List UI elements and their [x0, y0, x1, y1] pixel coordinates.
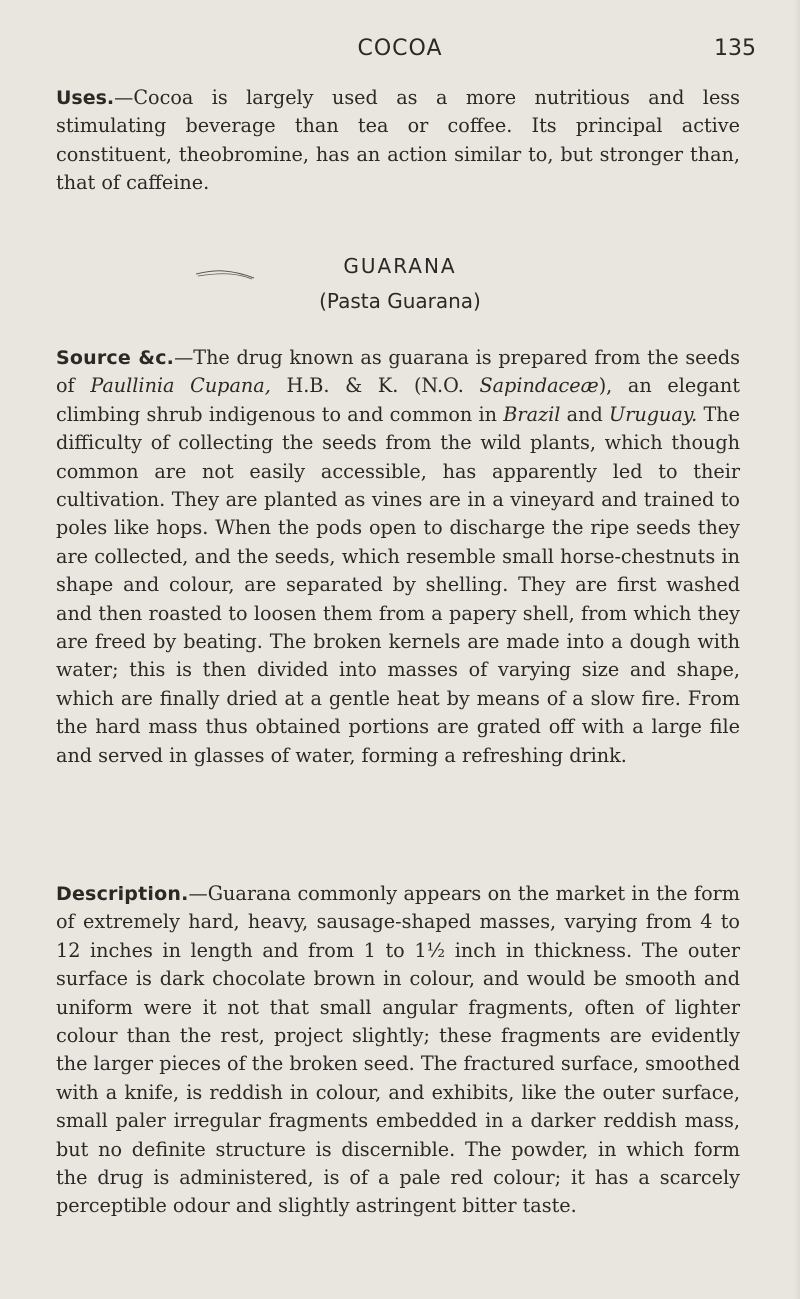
page-number: 135	[714, 36, 756, 61]
source-paragraph	[56, 344, 740, 770]
source-text-2: H.B. & K. (N.O.	[270, 374, 480, 398]
running-head-title: COCOA	[357, 36, 443, 61]
page-edge-shadow	[794, 0, 800, 1299]
source-text-4: and	[560, 402, 610, 426]
running-head	[0, 36, 800, 66]
uses-text: —Cocoa is largely used as a more nutritious and less stimulating beverage than tea or coffee. Its principal active constituent, theobromine, has an action similar to, but stronger than, that of caffeine.	[56, 86, 740, 195]
uses-heading: Uses.	[56, 87, 115, 109]
description-text: —Guarana commonly appears on the market in the form of extremely hard, heavy, sausage-shaped masses, varying from 4 to 12 inches in length and from 1 to 1½ inch in thickness. The outer surface is dark chocolate brown in colour, and would be smooth and uniform were it not that small angular fragments, often of lighter colour than the rest, project slightly; these fragments are evidently the larger pieces of the broken seed. The fractured surface, smoothed with a knife, is reddish in colour, and exhibits, like the outer surface, small paler irregular fragments embedded in a darker reddish mass, but no definite structure is discernible. The powder, in which form the drug is administered, is of a pale red colour; it has a scarcely perceptible odour and slightly astringent bitter taste.	[56, 882, 740, 1218]
place-brazil: Brazil	[503, 402, 561, 426]
natural-order: Sapindaceæ	[479, 374, 599, 398]
uses-paragraph	[56, 84, 740, 198]
source-text-1: —The drug known as guarana is prepared from the seeds of	[56, 346, 741, 398]
description-heading: Description.	[56, 883, 189, 905]
section-title: GUARANA	[343, 254, 457, 278]
section-subtitle: (Pasta Guarana)	[319, 289, 481, 313]
description-paragraph	[56, 880, 740, 1221]
source-text-5: The difficulty of collecting the seeds from the wild plants, which though common are not easily accessible, has apparently led to their cultivation. They are planted as vines are in a vineyard and trained to poles like hops. When the pods open to discharge the ripe seeds they are collected, and the seeds, which resemble small horse-chestnuts in shape and colour, are separated by shelling. They are first washed and then roasted to loosen them from a papery shell, from which they are freed by beating. The broken kernels are made into a dough with water; this is then divided into masses of varying size and shape, which are finally dried at a gentle heat by means of a slow fire. From the hard mass thus obtained portions are grated off with a large file and served in glasses of water, forming a refreshing drink.	[56, 402, 740, 767]
source-text-3: ), an elegant climbing shrub indigenous to and common in	[56, 374, 741, 426]
species-name: Paullinia Cupana,	[90, 374, 271, 398]
place-uruguay: Uruguay.	[609, 402, 698, 426]
source-heading: Source &c.	[56, 347, 175, 369]
